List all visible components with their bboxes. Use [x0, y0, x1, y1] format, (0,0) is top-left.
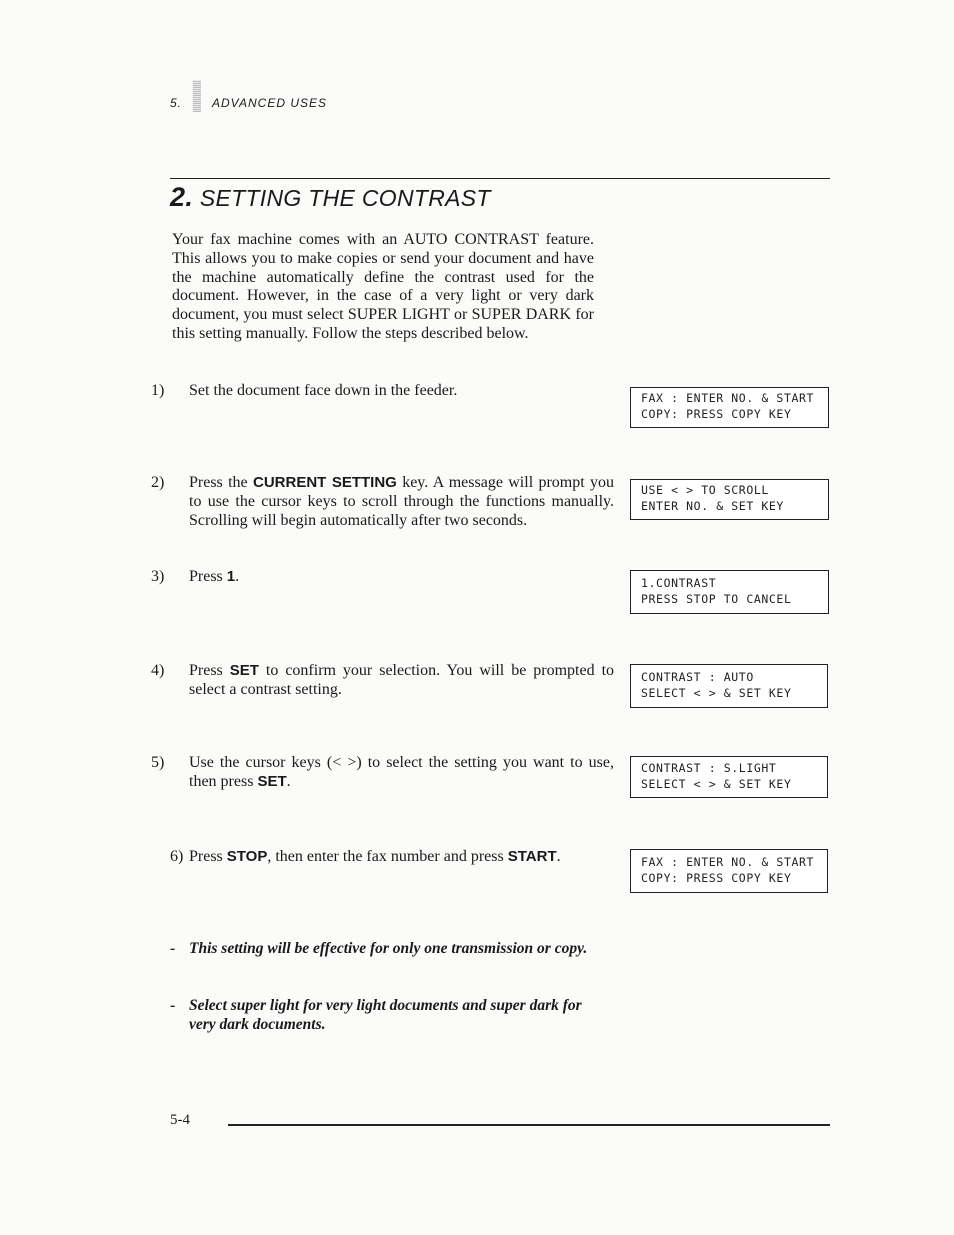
note-text: This setting will be effective for only one transmission or copy. — [189, 940, 588, 957]
section-number: 5. — [170, 96, 183, 110]
step-1 — [151, 381, 614, 400]
title-text: SETTING THE CONTRAST — [199, 185, 491, 211]
step-3 — [151, 567, 614, 586]
key-set: SET — [229, 662, 259, 679]
note-1 — [170, 940, 600, 959]
lcd-line-1: FAX : ENTER NO. & START — [641, 391, 815, 405]
page-number: 5-4 — [170, 1112, 190, 1128]
lcd-line-1: CONTRAST : AUTO — [641, 670, 754, 684]
step-number: 2) — [151, 474, 165, 491]
section-marker-bar — [193, 80, 201, 112]
title-number: 2. — [170, 182, 194, 212]
lcd-line-2: SELECT < > & SET KEY — [641, 685, 792, 700]
lcd-display-6 — [630, 849, 828, 893]
key-start: START — [507, 848, 557, 865]
step-pre: Use the cursor keys (< >) to select the setting you want to use, then press — [189, 754, 614, 790]
intro-paragraph: Your fax machine comes with an AUTO CONTRAST feature. This allows you to make copies or send your document and have the machine automatically define the contrast used for the document. However, in the case of a very light or very dark document, you must select SUPER LIGHT or SUPER DARK for this setting manually. Follow the steps described below. — [172, 231, 594, 342]
key-set: SET — [257, 773, 287, 790]
step-number: 3) — [151, 568, 165, 585]
step-pre: Press — [189, 848, 223, 865]
lcd-line-2: COPY: PRESS COPY KEY — [641, 406, 792, 421]
lcd-display-5 — [630, 756, 828, 798]
note-2 — [170, 997, 600, 1034]
step-number: 1) — [151, 382, 165, 399]
lcd-line-1: 1.CONTRAST — [641, 576, 717, 590]
step-post: key. A message will prompt you to use the cursor keys to scroll through the functions manually. Scrolling will begin automatically after two seconds. — [189, 474, 615, 529]
key-1: 1 — [226, 568, 236, 585]
lcd-line-2: COPY: PRESS COPY KEY — [641, 870, 792, 885]
step-4 — [151, 661, 615, 699]
key-stop: STOP — [226, 848, 268, 865]
step-6 — [170, 847, 600, 866]
note-text: Select super light for very light documents and super dark for very dark documents. — [189, 997, 582, 1033]
lcd-display-2 — [630, 479, 829, 520]
note-dash: - — [170, 940, 176, 957]
step-number: 4) — [151, 662, 165, 679]
step-mid: , then enter the fax number and press — [267, 848, 504, 865]
step-post: . — [556, 848, 561, 865]
lcd-display-3 — [630, 570, 829, 614]
lcd-display-1 — [630, 387, 829, 428]
section-title: ADVANCED USES — [212, 96, 328, 110]
step-post: to confirm your selection. You will be prompted to select a contrast setting. — [189, 662, 615, 698]
lcd-line-1: FAX : ENTER NO. & START — [641, 855, 815, 869]
footer-rule — [228, 1124, 830, 1126]
lcd-line-2: ENTER NO. & SET KEY — [641, 498, 784, 513]
lcd-line-2: SELECT < > & SET KEY — [641, 776, 792, 791]
lcd-line-1: USE < > TO SCROLL — [641, 483, 769, 497]
step-pre: Press — [189, 568, 223, 585]
step-post: . — [235, 568, 240, 585]
step-pre: Press the — [189, 474, 248, 491]
lcd-display-4 — [630, 664, 828, 708]
step-number: 6) — [170, 848, 184, 865]
step-5 — [151, 753, 614, 791]
key-current-setting: CURRENT SETTING — [253, 474, 397, 491]
note-dash: - — [170, 997, 176, 1014]
page-title — [170, 182, 491, 213]
step-text: Set the document face down in the feeder. — [189, 382, 458, 399]
step-2 — [151, 473, 615, 530]
lcd-line-1: CONTRAST : S.LIGHT — [641, 761, 777, 775]
step-pre: Press — [189, 662, 223, 679]
title-rule — [170, 178, 830, 179]
step-post: . — [286, 773, 291, 790]
step-number: 5) — [151, 754, 165, 771]
lcd-line-2: PRESS STOP TO CANCEL — [641, 591, 792, 606]
